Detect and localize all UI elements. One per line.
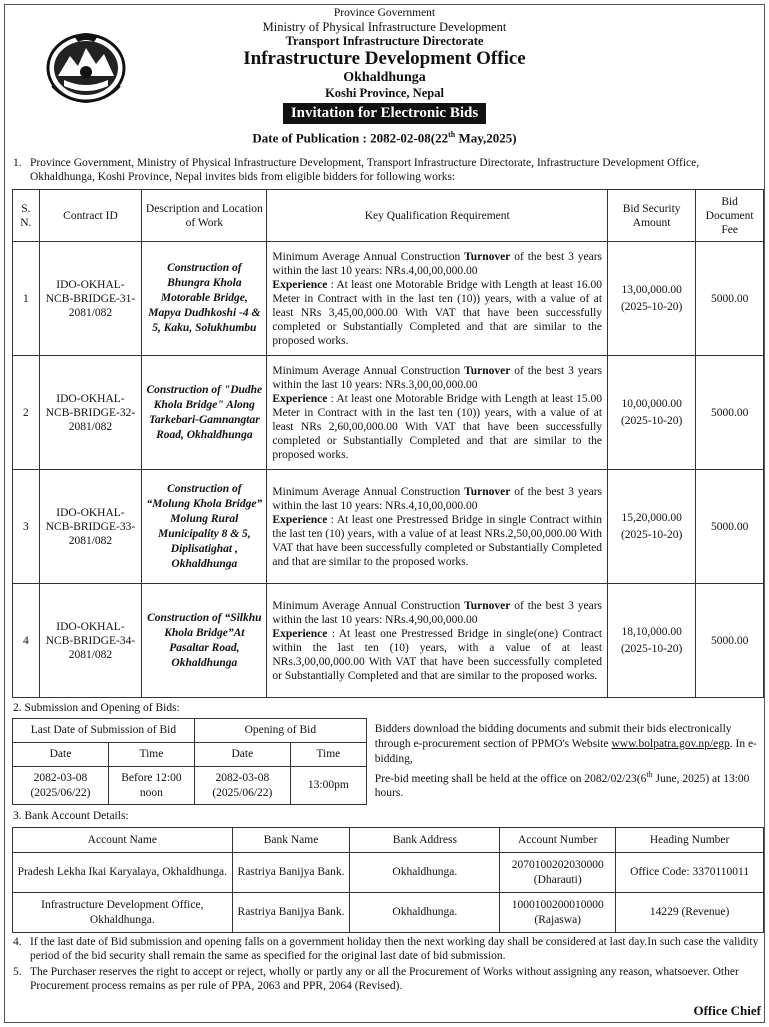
header-sn: S. N. <box>13 190 40 242</box>
bank-header-account-number: Account Number <box>500 828 616 853</box>
table-row: Pradesh Lekha Ikai Karyalaya, Okhaldhunga. Rastriya Banijya Bank. Okhaldhunga. 2070100202030000 (Dharauti) Office Code: 3370110011 <box>13 853 764 893</box>
header-requirement: Key Qualification Requirement <box>267 190 608 242</box>
bank-table <box>12 827 764 933</box>
letterhead <box>0 6 769 145</box>
works-table-header <box>13 190 764 242</box>
table-row: 1 IDO-OKHAL-NCB-BRIDGE-31-2081/082 Construction of Bhungra Khola Motorable Bridge, Mapya Dudhkoshi -4 & 5, Kaku, Solukhumbu Minimum Average Annual Construction Turnover of the best 3 years within the last 10 years: NRs.4,00,00,000.00 Experience : At least one Motorable Bridge with Length at least 16.00 Meter in Contract with in the last ten (10)) years, with a value of at least NRs 3,45,00,000.00 With VAT that have been successfully completed or Substantially Completed and that are similar to the proposed works. 13,00,000.00 (2025-10-20) 5000.00 <box>13 242 764 356</box>
submit-date-label: Date <box>13 743 109 767</box>
table-row: 3 IDO-OKHAL-NCB-BRIDGE-33-2081/082 Construction of “Molung Khola Bridge” Molung Rural Municipality 8 & 5, Diplisatighat , Okhaldhunga Minimum Average Annual Construction Turnover of the best 3 years within the last 10 years: NRs.4,10,00,000.00 Experience : At least one Prestressed Bridge in single Contract within the last ten (10) years, with a value of at least NRs.2,50,00,000.00 With VAT that have been successfully completed or Substantially Completed and that are similar to the proposed works. 15,20,000.00 (2025-10-20) 5000.00 <box>13 470 764 584</box>
notice-title: Invitation for Electronic Bids <box>283 103 486 124</box>
submission-section-title: 2. Submission and Opening of Bids: <box>13 702 180 714</box>
header-security: Bid Security Amount <box>608 190 696 242</box>
requirement-cell: Minimum Average Annual Construction Turnover of the best 3 years within the last 10 years: NRs.4,90,00,000.00 Experience : At least one Prestressed Bridge in single(one) Contract within the last ten (10) years, with a value of at least NRs.3,00,00,000.00 With VAT that have been successfully completed or Substantially Completed and that are similar to the proposed works. <box>267 584 608 698</box>
office-title: Infrastructure Development Office <box>243 48 526 69</box>
bank-header-account-name: Account Name <box>13 828 233 853</box>
table-row: 4 IDO-OKHAL-NCB-BRIDGE-34-2081/082 Construction of “Silkhu Khola Bridge”At Pasaltar Road, Okhaldhunga Minimum Average Annual Construction Turnover of the best 3 years within the last 10 years: NRs.4,90,00,000.00 Experience : At least one Prestressed Bridge in single(one) Contract within the last ten (10) years, with a value of at least NRs.3,00,00,000.00 With VAT that have been successfully completed or Substantially Completed and that are similar to the proposed works. 18,10,000.00 (2025-10-20) 5000.00 <box>13 584 764 698</box>
submit-time: Before 12:00 noon <box>108 767 194 805</box>
note-item: 4. If the last date of Bid submission and opening falls on a government holiday then the next working day shall be considered at last day.In such case the validity period of the bid security shall remain the same as specified for the original last date of bid submission. <box>13 936 759 962</box>
table-row: 2 IDO-OKHAL-NCB-BRIDGE-32-2081/082 Construction of "Dudhe Khola Bridge" Along Tarkebari-Gamnangtar Road, Okhaldhunga Minimum Average Annual Construction Turnover of the best 3 years within the last 10 years: NRs.3,00,00,000.00 Experience : At least one Motorable Bridge with Length at least 15.00 Meter in Contract with in the last ten (10)) years, with a value of at least NRs 2,60,00,000.00 With VAT that have been successfully completed or Substantially Completed and that are similar to the proposed works. 10,00,000.00 (2025-10-20) 5000.00 <box>13 356 764 470</box>
district-label: Okhaldhunga <box>343 70 426 85</box>
note-item: 5. The Purchaser reserves the right to accept or reject, wholly or partly any or all the Procurement of Works without assigning any reason, whatsoever. Other Procurement process remains as per rule of PPA, 2063 and PPR, 2064 (Revised). <box>13 966 739 992</box>
submit-time-label: Time <box>108 743 194 767</box>
last-date-header: Last Date of Submission of Bid <box>13 719 195 743</box>
bolpatra-link[interactable]: www.bolpatra.gov.np/egp <box>611 737 730 750</box>
open-time: 13:00pm <box>290 767 366 805</box>
signature-office-chief: Office Chief <box>693 1003 761 1018</box>
table-row: Infrastructure Development Office, Okhaldhunga. Rastriya Banijya Bank. Okhaldhunga. 1000100200010000 (Rajaswa) 14229 (Revenue) <box>13 893 764 933</box>
open-date: 2082-03-08 (2025/06/22) <box>194 767 290 805</box>
intro-paragraph: 1. Province Government, Ministry of Physical Infrastructure Development, Transport Infrastructure Directorate, Infrastructure Development Office, Okhaldhunga, Koshi Province, Nepal invites bids from eligible bidders for following works: <box>13 156 763 184</box>
requirement-cell: Minimum Average Annual Construction Turnover of the best 3 years within the last 10 years: NRs.3,00,00,000.00 Experience : At least one Motorable Bridge with Length at least 15.00 Meter in Contract with in the last ten (10)) years, with a value of at least NRs 2,60,00,000.00 With VAT that have been successfully completed or Substantially Completed and that are similar to the proposed works. <box>267 356 608 470</box>
bank-header-heading-number: Heading Number <box>616 828 764 853</box>
submit-date: 2082-03-08 (2025/06/22) <box>13 767 109 805</box>
intro-text: Province Government, Ministry of Physical Infrastructure Development, Transport Infrastructure Directorate, Infrastructure Development Office, Okhaldhunga, Koshi Province, Nepal invites bids from eligible bidders for following works: <box>30 157 700 183</box>
header-description: Description and Location of Work <box>142 190 267 242</box>
province-name-label: Koshi Province, Nepal <box>325 86 444 100</box>
submission-table <box>12 718 764 805</box>
requirement-cell: Minimum Average Annual Construction Turnover of the best 3 years within the last 10 years: NRs.4,00,00,000.00 Experience : At least one Motorable Bridge with Length at least 16.00 Meter in Contract with in the last ten (10)) years, with a value of at least NRs 3,45,00,000.00 With VAT that have been successfully completed or Substantially Completed and that are similar to the proposed works. <box>267 242 608 356</box>
header-fee: Bid Document Fee <box>696 190 764 242</box>
works-table <box>12 189 764 698</box>
bank-header-address: Bank Address <box>350 828 500 853</box>
opening-header: Opening of Bid <box>194 719 366 743</box>
submission-info: Bidders download the bidding documents and submit their bids electronically through e-procurement section of PPMO's Website www.bolpatra.gov.np/egp. In e-bidding, Pre-bid meeting shall be held at the office on 2082/02/23(6th June, 2025) at 13:00 hours. <box>374 722 757 800</box>
publication-date: Date of Publication : 2082-02-08(22th May,2025) <box>252 130 517 146</box>
open-time-label: Time <box>290 743 366 767</box>
bank-section-title: 3. Bank Account Details: <box>13 810 129 822</box>
ministry-label: Ministry of Physical Infrastructure Development <box>262 20 507 34</box>
province-label: Province Government <box>333 7 436 19</box>
directorate-label: Transport Infrastructure Directorate <box>285 34 484 48</box>
bank-header-bank-name: Bank Name <box>232 828 350 853</box>
open-date-label: Date <box>194 743 290 767</box>
requirement-cell: Minimum Average Annual Construction Turnover of the best 3 years within the last 10 years: NRs.4,10,00,000.00 Experience : At least one Prestressed Bridge in single Contract within the last ten (10) years, with a value of at least NRs.2,50,00,000.00 With VAT that have been successfully completed or Substantially Completed and that are similar to the proposed works. <box>267 470 608 584</box>
header-contract-id: Contract ID <box>39 190 142 242</box>
notes <box>13 935 763 995</box>
